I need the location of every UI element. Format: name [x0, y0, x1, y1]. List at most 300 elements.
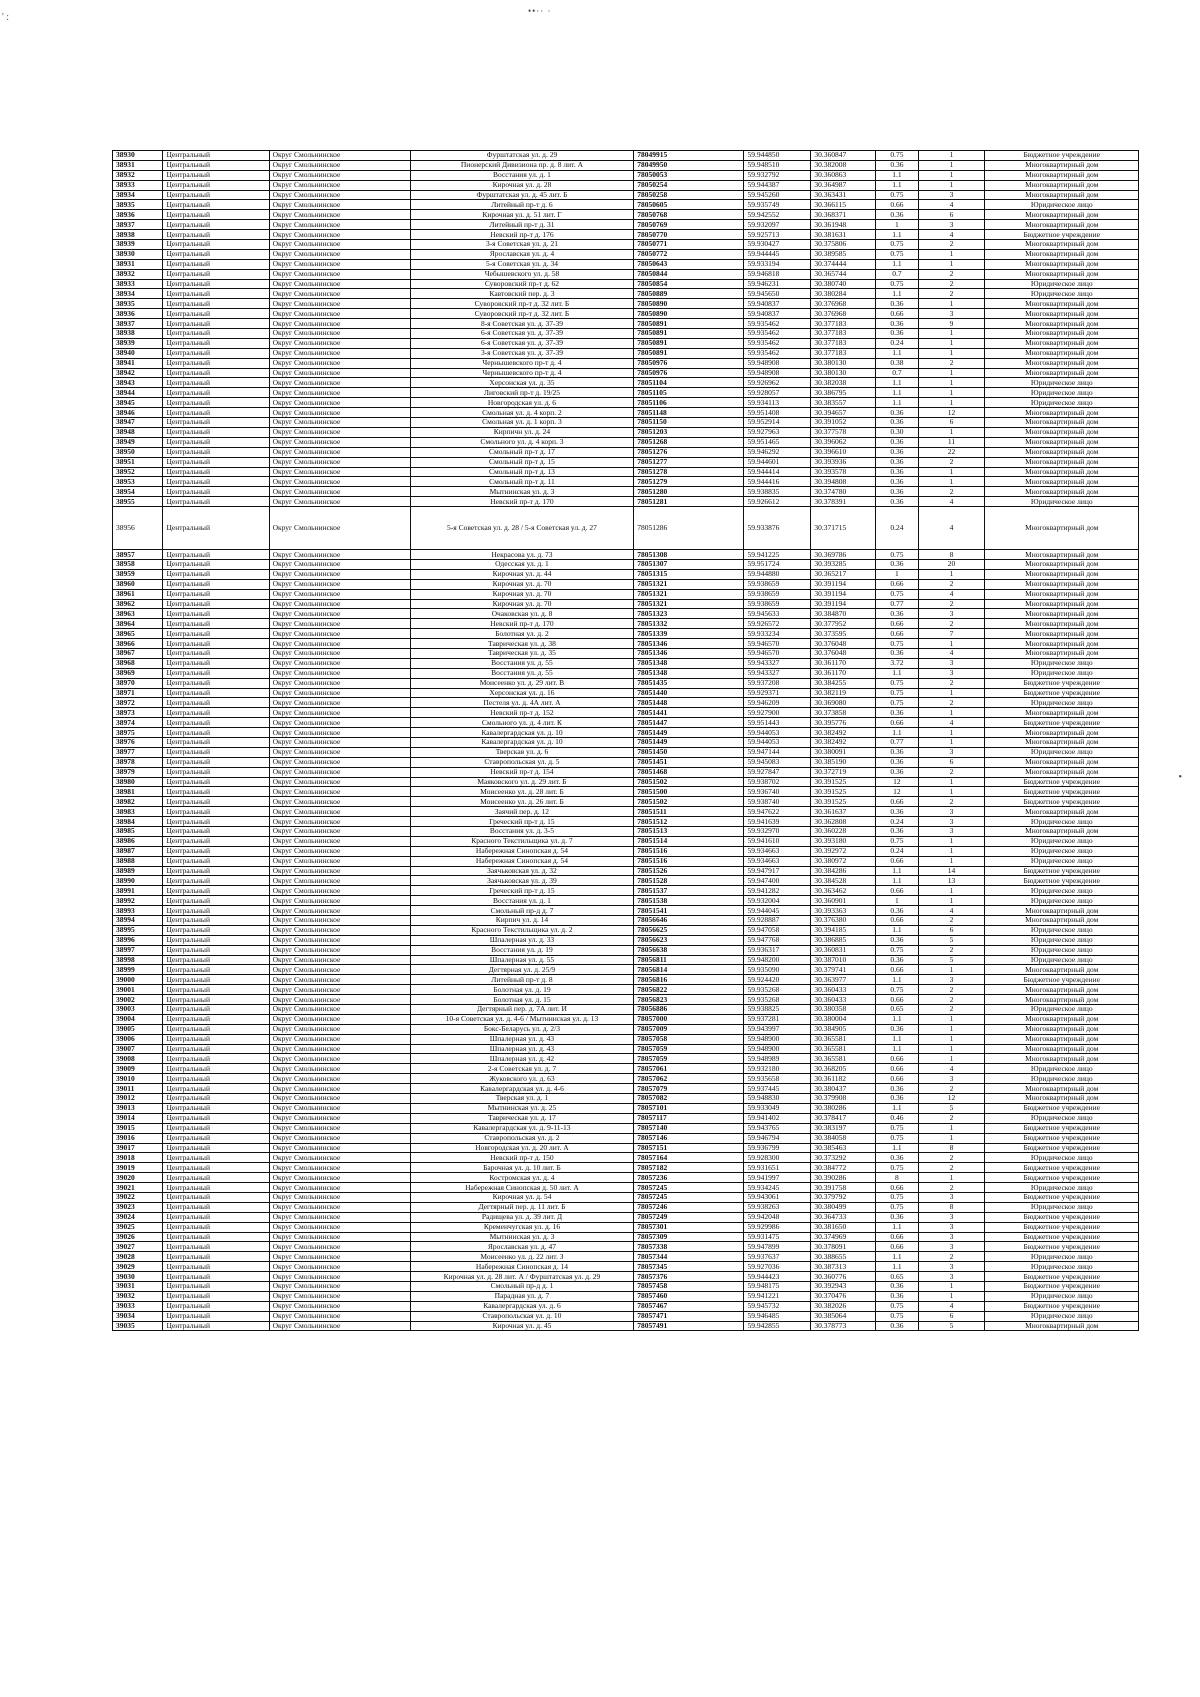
table-row: [113, 767, 1139, 777]
count-cell: 3: [918, 747, 985, 757]
code-cell: 78051541: [634, 906, 744, 916]
okrug-cell: Округ Смольнинское: [269, 447, 410, 457]
type-cell: Юридическое лицо: [985, 289, 1139, 299]
longitude-cell: 30.364733: [811, 1212, 876, 1222]
type-cell: Юридическое лицо: [985, 200, 1139, 210]
type-cell: Юридическое лицо: [985, 846, 1139, 856]
district-cell: Центральный: [163, 569, 269, 579]
type-cell: Многоквартирный дом: [985, 1044, 1139, 1054]
type-cell: Юридическое лицо: [985, 398, 1139, 408]
volume-cell: 0.75: [876, 698, 918, 708]
volume-cell: 0.66: [876, 856, 918, 866]
count-cell: 1: [918, 170, 985, 180]
address-cell: Пионерский Дивизиона пр. д. 8 лит. А: [410, 160, 634, 170]
latitude-cell: 59.944045: [744, 906, 811, 916]
code-cell: 78057101: [634, 1103, 744, 1113]
row-id: 38952: [113, 467, 163, 477]
district-cell: Центральный: [163, 995, 269, 1005]
table-row: [113, 935, 1139, 945]
volume-cell: 0.65: [876, 1005, 918, 1015]
okrug-cell: Округ Смольнинское: [269, 1054, 410, 1064]
okrug-cell: Округ Смольнинское: [269, 319, 410, 329]
district-cell: Центральный: [163, 309, 269, 319]
type-cell: Многоквартирный дом: [985, 1094, 1139, 1104]
type-cell: Юридическое лицо: [985, 668, 1139, 678]
row-id: 38931: [113, 160, 163, 170]
row-id: 39021: [113, 1183, 163, 1193]
table-row: [113, 259, 1139, 269]
okrug-cell: Округ Смольнинское: [269, 985, 410, 995]
longitude-cell: 30.386885: [811, 935, 876, 945]
longitude-cell: 30.365581: [811, 1044, 876, 1054]
latitude-cell: 59.947768: [744, 935, 811, 945]
okrug-cell: Округ Смольнинское: [269, 945, 410, 955]
address-cell: Невский пр-т д. 176: [410, 230, 634, 240]
count-cell: 1: [918, 965, 985, 975]
longitude-cell: 30.363431: [811, 190, 876, 200]
volume-cell: 0.66: [876, 916, 918, 926]
longitude-cell: 30.393363: [811, 906, 876, 916]
table-row: [113, 1272, 1139, 1282]
count-cell: 1: [918, 1291, 985, 1301]
okrug-cell: Округ Смольнинское: [269, 916, 410, 926]
address-cell: Восстания ул. д. 19: [410, 945, 634, 955]
okrug-cell: Округ Смольнинское: [269, 1202, 410, 1212]
table-row: [113, 477, 1139, 487]
type-cell: Многоквартирный дом: [985, 240, 1139, 250]
okrug-cell: Округ Смольнинское: [269, 358, 410, 368]
latitude-cell: 59.943997: [744, 1024, 811, 1034]
row-id: 38984: [113, 817, 163, 827]
volume-cell: 0.36: [876, 1024, 918, 1034]
count-cell: 5: [918, 1103, 985, 1113]
type-cell: Многоквартирный дом: [985, 418, 1139, 428]
code-cell: 78051277: [634, 457, 744, 467]
latitude-cell: 59.927036: [744, 1262, 811, 1272]
code-cell: 78051514: [634, 836, 744, 846]
district-cell: Центральный: [163, 925, 269, 935]
address-cell: Дегтярная ул. д. 25/9: [410, 965, 634, 975]
latitude-cell: 59.948900: [744, 1044, 811, 1054]
count-cell: 4: [918, 507, 985, 550]
type-cell: Многоквартирный дом: [985, 447, 1139, 457]
code-cell: 78051441: [634, 708, 744, 718]
address-cell: Смольный пр-д д. 1: [410, 1281, 634, 1291]
table-row: [113, 589, 1139, 599]
type-cell: Юридическое лицо: [985, 497, 1139, 507]
count-cell: 3: [918, 1074, 985, 1084]
okrug-cell: Округ Смольнинское: [269, 1291, 410, 1301]
code-cell: 78057249: [634, 1212, 744, 1222]
longitude-cell: 30.377578: [811, 427, 876, 437]
volume-cell: 0.65: [876, 1272, 918, 1282]
type-cell: Многоквартирный дом: [985, 477, 1139, 487]
volume-cell: 0.7: [876, 368, 918, 378]
okrug-cell: Округ Смольнинское: [269, 747, 410, 757]
address-cell: Кирпичн ул. д. 24: [410, 427, 634, 437]
volume-cell: 1: [876, 896, 918, 906]
volume-cell: 1.1: [876, 378, 918, 388]
volume-cell: 0.36: [876, 1153, 918, 1163]
row-id: 38949: [113, 437, 163, 447]
count-cell: 1: [918, 896, 985, 906]
row-id: 38935: [113, 299, 163, 309]
row-id: 38982: [113, 797, 163, 807]
table-row: [113, 1005, 1139, 1015]
district-cell: Центральный: [163, 916, 269, 926]
okrug-cell: Округ Смольнинское: [269, 1103, 410, 1113]
code-cell: 78050891: [634, 338, 744, 348]
okrug-cell: Округ Смольнинское: [269, 259, 410, 269]
table-row: [113, 418, 1139, 428]
code-cell: 78057061: [634, 1064, 744, 1074]
latitude-cell: 59.934245: [744, 1183, 811, 1193]
type-cell: Многоквартирный дом: [985, 358, 1139, 368]
okrug-cell: Округ Смольнинское: [269, 777, 410, 787]
longitude-cell: 30.375806: [811, 240, 876, 250]
latitude-cell: 59.936317: [744, 945, 811, 955]
address-cell: Жуковского ул. д. 63: [410, 1074, 634, 1084]
registry-table-body: [113, 151, 1139, 1331]
volume-cell: 1.1: [876, 1034, 918, 1044]
volume-cell: 0.75: [876, 1202, 918, 1212]
row-id: 38992: [113, 896, 163, 906]
latitude-cell: 59.944445: [744, 249, 811, 259]
okrug-cell: Округ Смольнинское: [269, 678, 410, 688]
type-cell: Многоквартирный дом: [985, 1321, 1139, 1331]
longitude-cell: 30.382119: [811, 688, 876, 698]
table-row: [113, 629, 1139, 639]
volume-cell: 0.36: [876, 708, 918, 718]
row-id: 38995: [113, 925, 163, 935]
longitude-cell: 30.360776: [811, 1272, 876, 1282]
type-cell: Бюджетное учреждение: [985, 1232, 1139, 1242]
volume-cell: 1.1: [876, 348, 918, 358]
longitude-cell: 30.382008: [811, 160, 876, 170]
address-cell: Смольная ул. д. 1 корп. 3: [410, 418, 634, 428]
row-id: 38989: [113, 866, 163, 876]
address-cell: Греческий пр-т д. 15: [410, 886, 634, 896]
count-cell: 1: [918, 777, 985, 787]
type-cell: Бюджетное учреждение: [985, 1163, 1139, 1173]
okrug-cell: Округ Смольнинское: [269, 668, 410, 678]
okrug-cell: Округ Смольнинское: [269, 289, 410, 299]
volume-cell: 0.24: [876, 846, 918, 856]
count-cell: 3: [918, 1242, 985, 1252]
longitude-cell: 30.380437: [811, 1084, 876, 1094]
okrug-cell: Округ Смольнинское: [269, 378, 410, 388]
address-cell: Суворовский пр-т д. 32 лит. Б: [410, 299, 634, 309]
code-cell: 78051278: [634, 467, 744, 477]
code-cell: 78051268: [634, 437, 744, 447]
table-row: [113, 427, 1139, 437]
latitude-cell: 59.944423: [744, 1272, 811, 1282]
type-cell: Многоквартирный дом: [985, 309, 1139, 319]
table-row: [113, 190, 1139, 200]
type-cell: Многоквартирный дом: [985, 1014, 1139, 1024]
type-cell: Юридическое лицо: [985, 388, 1139, 398]
district-cell: Центральный: [163, 836, 269, 846]
latitude-cell: 59.938825: [744, 1005, 811, 1015]
table-row: [113, 309, 1139, 319]
district-cell: Центральный: [163, 190, 269, 200]
okrug-cell: Округ Смольнинское: [269, 975, 410, 985]
row-id: 38986: [113, 836, 163, 846]
longitude-cell: 30.396062: [811, 437, 876, 447]
code-cell: 78049950: [634, 160, 744, 170]
district-cell: Центральный: [163, 200, 269, 210]
longitude-cell: 30.376048: [811, 639, 876, 649]
count-cell: 1: [918, 249, 985, 259]
okrug-cell: Округ Смольнинское: [269, 846, 410, 856]
count-cell: 6: [918, 1311, 985, 1321]
type-cell: Бюджетное учреждение: [985, 718, 1139, 728]
count-cell: 2: [918, 279, 985, 289]
longitude-cell: 30.377183: [811, 329, 876, 339]
address-cell: Таврическая ул. д. 17: [410, 1113, 634, 1123]
table-row: [113, 289, 1139, 299]
okrug-cell: Округ Смольнинское: [269, 180, 410, 190]
longitude-cell: 30.373858: [811, 708, 876, 718]
volume-cell: 0.75: [876, 836, 918, 846]
type-cell: Многоквартирный дом: [985, 190, 1139, 200]
longitude-cell: 30.382026: [811, 1301, 876, 1311]
count-cell: 3: [918, 309, 985, 319]
latitude-cell: 59.937637: [744, 1252, 811, 1262]
volume-cell: 0.36: [876, 1321, 918, 1331]
row-id: 38968: [113, 658, 163, 668]
latitude-cell: 59.947622: [744, 807, 811, 817]
longitude-cell: 30.365217: [811, 569, 876, 579]
count-cell: 3: [918, 1232, 985, 1242]
district-cell: Центральный: [163, 180, 269, 190]
row-id: 38931: [113, 259, 163, 269]
row-id: 38967: [113, 648, 163, 658]
district-cell: Центральный: [163, 1242, 269, 1252]
type-cell: Многоквартирный дом: [985, 559, 1139, 569]
code-cell: 78050891: [634, 319, 744, 329]
volume-cell: 1.1: [876, 1143, 918, 1153]
code-cell: 78050976: [634, 368, 744, 378]
address-cell: Красного Текстильщика ул. д. 2: [410, 925, 634, 935]
okrug-cell: Округ Смольнинское: [269, 1281, 410, 1291]
okrug-cell: Округ Смольнинское: [269, 935, 410, 945]
type-cell: Юридическое лицо: [985, 896, 1139, 906]
table-row: [113, 688, 1139, 698]
longitude-cell: 30.360847: [811, 151, 876, 161]
count-cell: 2: [918, 985, 985, 995]
type-cell: Юридическое лицо: [985, 1252, 1139, 1262]
code-cell: 78057245: [634, 1183, 744, 1193]
address-cell: Чернышевского пр-т д. 4: [410, 358, 634, 368]
volume-cell: 0.36: [876, 457, 918, 467]
count-cell: 2: [918, 240, 985, 250]
volume-cell: 0.36: [876, 160, 918, 170]
type-cell: Юридическое лицо: [985, 955, 1139, 965]
latitude-cell: 59.935462: [744, 338, 811, 348]
okrug-cell: Округ Смольнинское: [269, 437, 410, 447]
latitude-cell: 59.948510: [744, 160, 811, 170]
longitude-cell: 30.391194: [811, 599, 876, 609]
code-cell: 78051348: [634, 668, 744, 678]
longitude-cell: 30.384905: [811, 1024, 876, 1034]
type-cell: Юридическое лицо: [985, 1005, 1139, 1015]
type-cell: Юридическое лицо: [985, 836, 1139, 846]
count-cell: 4: [918, 648, 985, 658]
latitude-cell: 59.941221: [744, 1291, 811, 1301]
table-row: [113, 329, 1139, 339]
volume-cell: 0.36: [876, 437, 918, 447]
latitude-cell: 59.945650: [744, 289, 811, 299]
volume-cell: 0.36: [876, 467, 918, 477]
type-cell: Многоквартирный дом: [985, 220, 1139, 230]
count-cell: 1: [918, 569, 985, 579]
type-cell: Бюджетное учреждение: [985, 1103, 1139, 1113]
latitude-cell: 59.928057: [744, 388, 811, 398]
district-cell: Центральный: [163, 1054, 269, 1064]
row-id: 38930: [113, 151, 163, 161]
count-cell: 2: [918, 767, 985, 777]
latitude-cell: 59.946794: [744, 1133, 811, 1143]
address-cell: Мытнинская ул. д. 3: [410, 1232, 634, 1242]
latitude-cell: 59.948830: [744, 1094, 811, 1104]
table-row: [113, 447, 1139, 457]
okrug-cell: Округ Смольнинское: [269, 876, 410, 886]
volume-cell: 1.1: [876, 876, 918, 886]
longitude-cell: 30.391052: [811, 418, 876, 428]
okrug-cell: Округ Смольнинское: [269, 886, 410, 896]
district-cell: Центральный: [163, 975, 269, 985]
code-cell: 78051276: [634, 447, 744, 457]
row-id: 38950: [113, 447, 163, 457]
longitude-cell: 30.382038: [811, 378, 876, 388]
type-cell: Юридическое лицо: [985, 698, 1139, 708]
table-row: [113, 1054, 1139, 1064]
longitude-cell: 30.360831: [811, 945, 876, 955]
latitude-cell: 59.943061: [744, 1192, 811, 1202]
volume-cell: 0.36: [876, 935, 918, 945]
latitude-cell: 59.948175: [744, 1281, 811, 1291]
latitude-cell: 59.942855: [744, 1321, 811, 1331]
latitude-cell: 59.947058: [744, 925, 811, 935]
table-row: [113, 299, 1139, 309]
volume-cell: 0.75: [876, 550, 918, 560]
type-cell: Бюджетное учреждение: [985, 1212, 1139, 1222]
district-cell: Центральный: [163, 668, 269, 678]
volume-cell: 0.77: [876, 737, 918, 747]
longitude-cell: 30.360863: [811, 170, 876, 180]
address-cell: 2-я Советская ул. д. 7: [410, 1064, 634, 1074]
address-cell: Моисеенко ул. д. 28 лит. Б: [410, 787, 634, 797]
type-cell: Многоквартирный дом: [985, 906, 1139, 916]
table-row: [113, 378, 1139, 388]
type-cell: Юридическое лицо: [985, 1183, 1139, 1193]
okrug-cell: Округ Смольнинское: [269, 648, 410, 658]
row-id: 39003: [113, 1005, 163, 1015]
row-id: 39010: [113, 1074, 163, 1084]
okrug-cell: Округ Смольнинское: [269, 589, 410, 599]
table-row: [113, 1113, 1139, 1123]
district-cell: Центральный: [163, 1084, 269, 1094]
row-id: 38940: [113, 348, 163, 358]
table-row: [113, 398, 1139, 408]
type-cell: Бюджетное учреждение: [985, 1301, 1139, 1311]
table-row: [113, 817, 1139, 827]
row-id: 38966: [113, 639, 163, 649]
address-cell: Таврическая ул. д. 35: [410, 648, 634, 658]
row-id: 38942: [113, 368, 163, 378]
type-cell: Многоквартирный дом: [985, 507, 1139, 550]
count-cell: 1: [918, 398, 985, 408]
volume-cell: 0.36: [876, 757, 918, 767]
volume-cell: 0.66: [876, 619, 918, 629]
volume-cell: 0.75: [876, 240, 918, 250]
address-cell: Херсонская ул. д. 16: [410, 688, 634, 698]
row-id: 39006: [113, 1034, 163, 1044]
district-cell: Центральный: [163, 599, 269, 609]
table-row: [113, 747, 1139, 757]
code-cell: 78050258: [634, 190, 744, 200]
longitude-cell: 30.379741: [811, 965, 876, 975]
longitude-cell: 30.380358: [811, 1005, 876, 1015]
okrug-cell: Округ Смольнинское: [269, 906, 410, 916]
district-cell: Центральный: [163, 866, 269, 876]
count-cell: 2: [918, 289, 985, 299]
volume-cell: 0.36: [876, 609, 918, 619]
longitude-cell: 30.392943: [811, 1281, 876, 1291]
address-cell: Набережная Синопская д. 50 лит. А: [410, 1183, 634, 1193]
row-id: 39019: [113, 1163, 163, 1173]
okrug-cell: Округ Смольнинское: [269, 269, 410, 279]
type-cell: Юридическое лицо: [985, 945, 1139, 955]
longitude-cell: 30.395776: [811, 718, 876, 728]
latitude-cell: 59.932792: [744, 170, 811, 180]
volume-cell: 0.36: [876, 1281, 918, 1291]
row-id: 38955: [113, 497, 163, 507]
address-cell: Кирочная ул. д. 44: [410, 569, 634, 579]
code-cell: 78056816: [634, 975, 744, 985]
volume-cell: 0.36: [876, 648, 918, 658]
district-cell: Центральный: [163, 210, 269, 220]
code-cell: 78057079: [634, 1084, 744, 1094]
latitude-cell: 59.926612: [744, 497, 811, 507]
code-cell: 78057140: [634, 1123, 744, 1133]
table-row: [113, 955, 1139, 965]
table-row: [113, 1192, 1139, 1202]
district-cell: Центральный: [163, 259, 269, 269]
code-cell: 78057460: [634, 1291, 744, 1301]
longitude-cell: 30.377952: [811, 619, 876, 629]
longitude-cell: 30.368371: [811, 210, 876, 220]
district-cell: Центральный: [163, 368, 269, 378]
address-cell: Чернышевского пр-т д. 4: [410, 368, 634, 378]
volume-cell: 0.36: [876, 1084, 918, 1094]
count-cell: 6: [918, 210, 985, 220]
volume-cell: 8: [876, 1173, 918, 1183]
latitude-cell: 59.951724: [744, 559, 811, 569]
okrug-cell: Округ Смольнинское: [269, 1173, 410, 1183]
latitude-cell: 59.936740: [744, 787, 811, 797]
longitude-cell: 30.384058: [811, 1133, 876, 1143]
latitude-cell: 59.929371: [744, 688, 811, 698]
volume-cell: 0.36: [876, 1212, 918, 1222]
type-cell: Многоквартирный дом: [985, 757, 1139, 767]
address-cell: Мытнинская ул. д. 25: [410, 1103, 634, 1113]
row-id: 39002: [113, 995, 163, 1005]
code-cell: 78057117: [634, 1113, 744, 1123]
registry-table: [112, 150, 1139, 1331]
count-cell: 5: [918, 935, 985, 945]
